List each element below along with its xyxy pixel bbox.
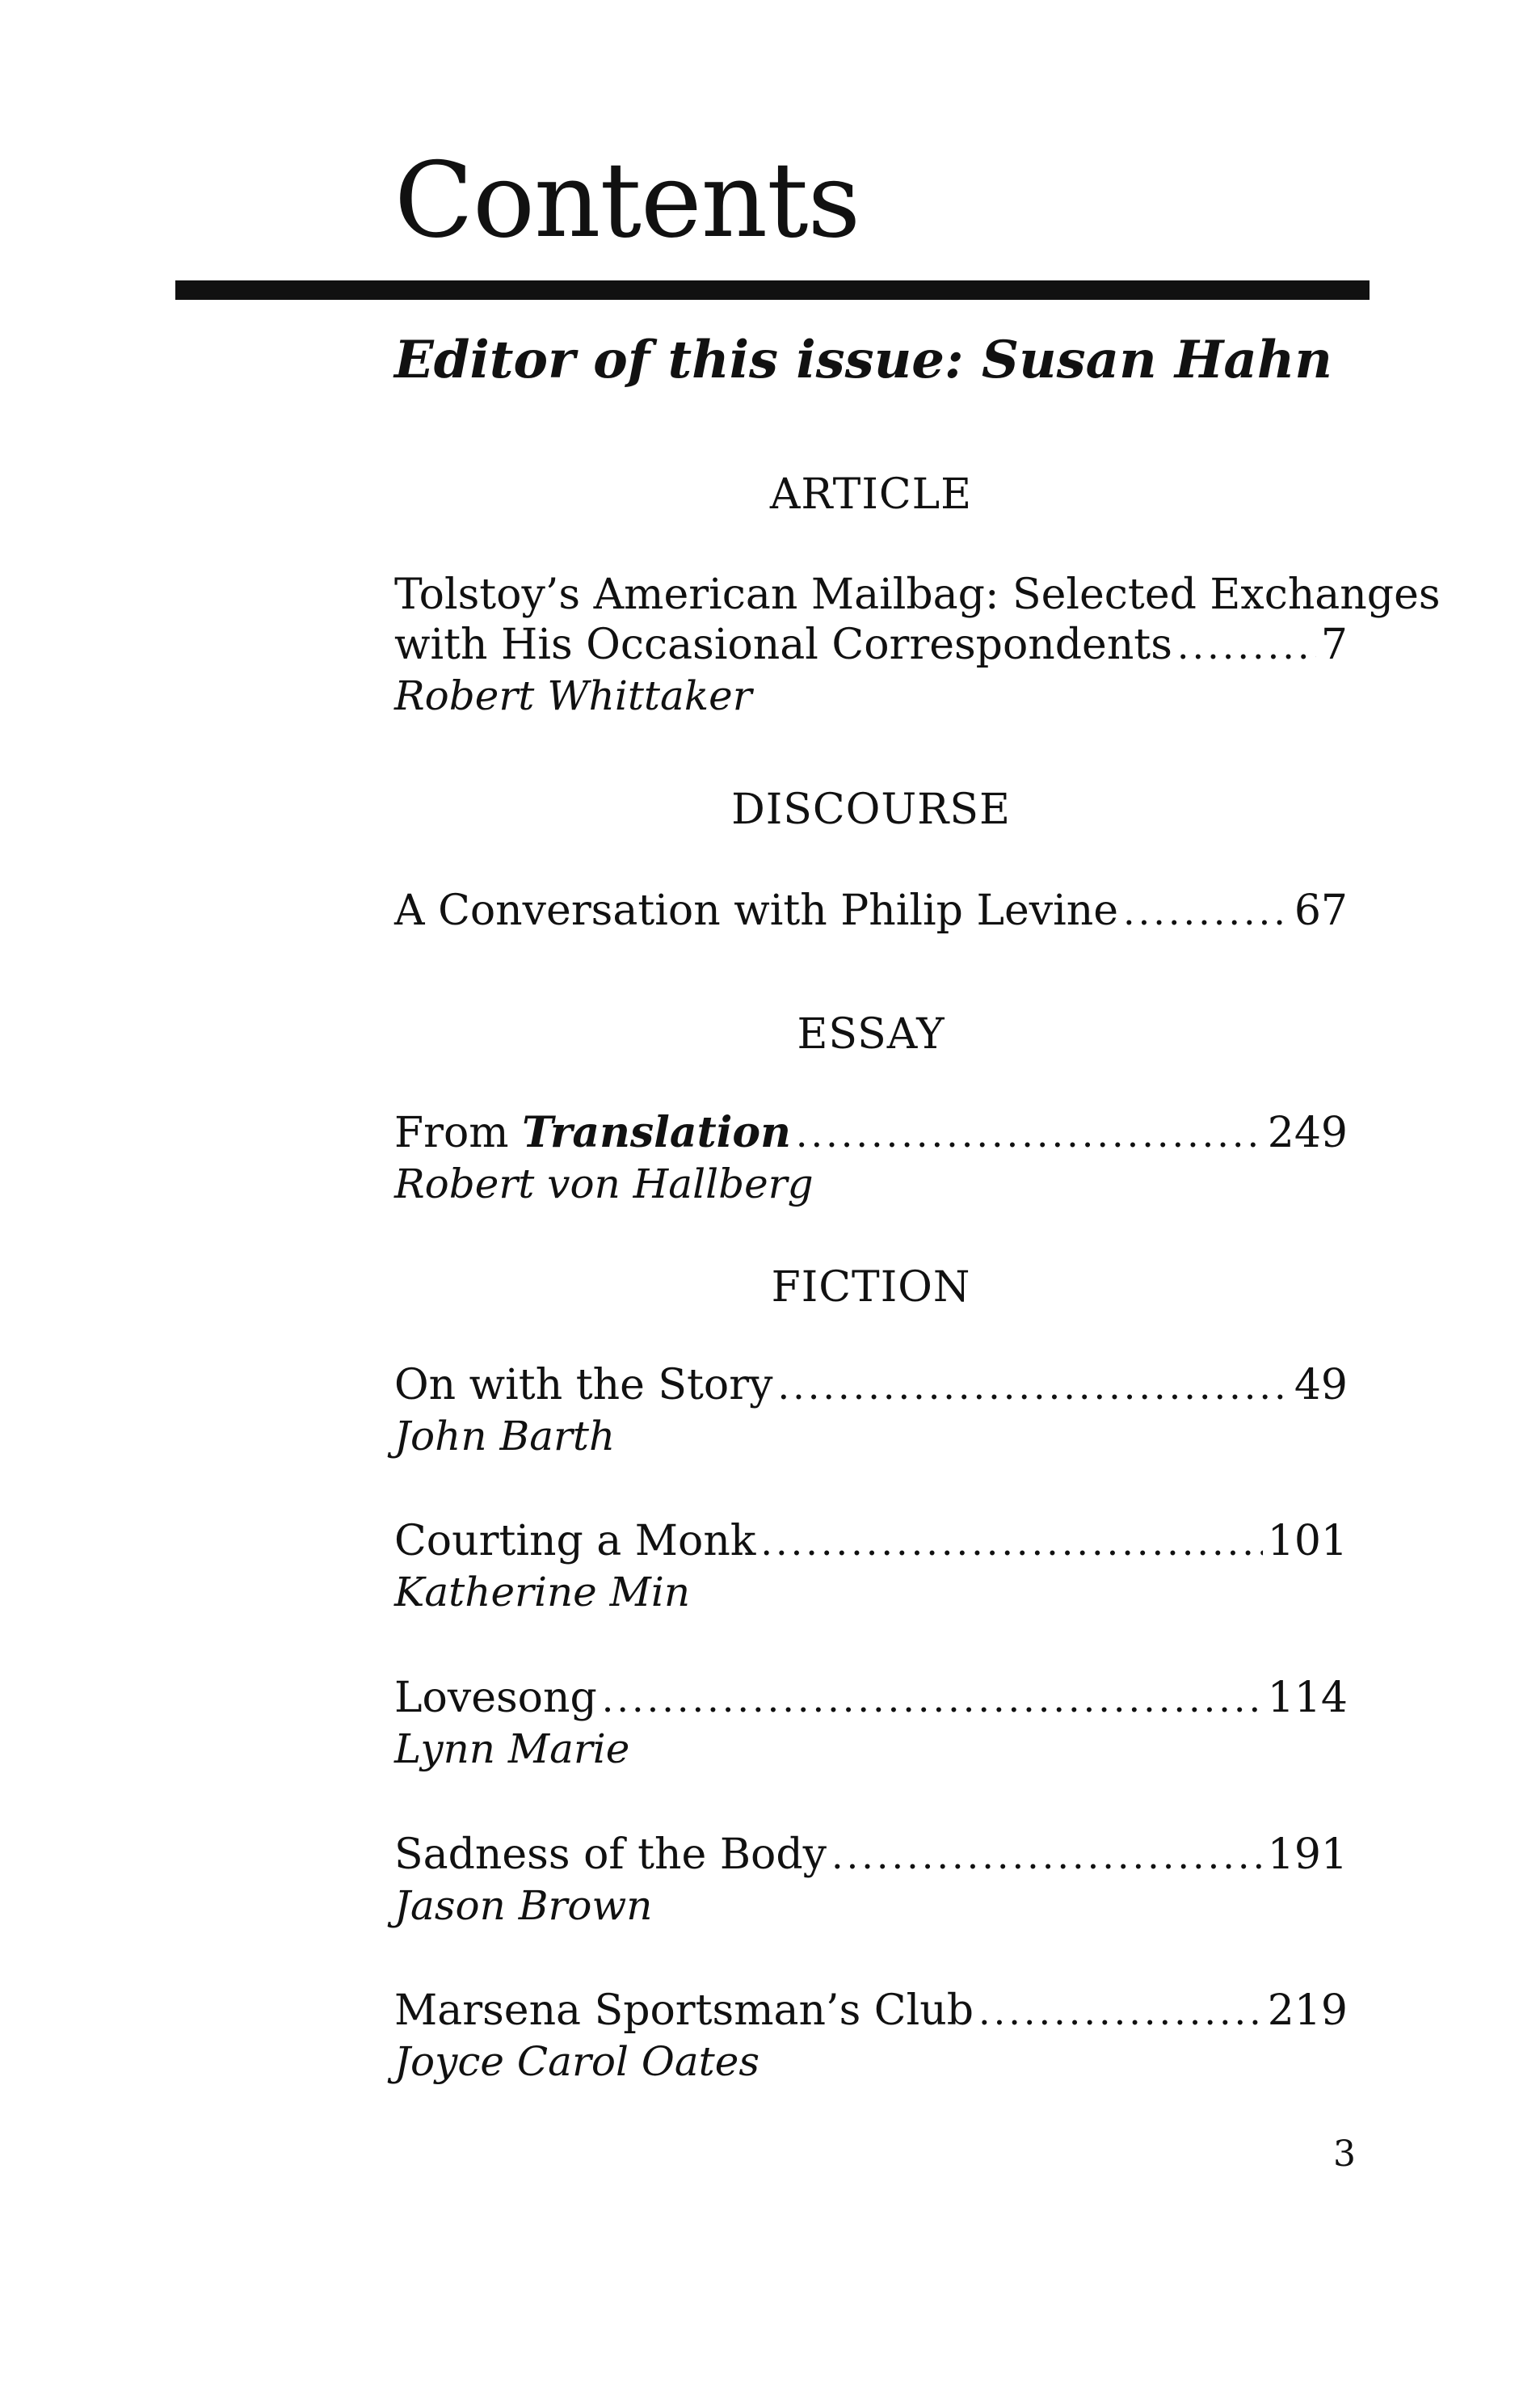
section-heading-fiction: FICTION: [771, 1263, 971, 1312]
dot-leader: [602, 1674, 1263, 1724]
section-heading-article: ARTICLE: [769, 470, 973, 519]
dot-leader: [978, 1986, 1263, 2037]
entry-title-line: [394, 1108, 1348, 1159]
entry-page-number: 249: [1267, 1109, 1348, 1157]
entry-page-number: 219: [1267, 1986, 1348, 2035]
entry-page-number: 101: [1267, 1517, 1348, 1565]
entry-title-line: [394, 1986, 1348, 2037]
entry-title-line: [394, 1830, 1348, 1881]
entry-title-line: [394, 1360, 1348, 1411]
page-title: Contents: [394, 141, 860, 261]
entry-author: Joyce Carol Oates: [394, 2038, 759, 2085]
entry-title: Marsena Sportsman’s Club: [394, 1986, 974, 2035]
section-heading-discourse: DISCOURSE: [731, 786, 1011, 834]
entry-title: Tolstoy’s American Mailbag: Selected Exchanges: [394, 571, 1441, 619]
dot-leader: [1123, 887, 1290, 937]
toc-entry-fiction[interactable]: [394, 1673, 1348, 1774]
title-rule: [175, 280, 1370, 300]
entry-title: A Conversation with Philip Levine: [394, 887, 1119, 935]
entry-page-number: 7: [1320, 621, 1348, 669]
dot-leader: [796, 1109, 1263, 1159]
entry-title: On with the Story: [394, 1361, 773, 1409]
entry-page-number: 114: [1267, 1674, 1348, 1722]
dot-leader: [1177, 621, 1316, 671]
entry-title: [394, 1108, 791, 1158]
entry-title-line: [394, 570, 1441, 620]
editor-line: Editor of this issue: Susan Hahn: [394, 330, 1332, 390]
toc-entry-tolstoy[interactable]: [394, 570, 1441, 721]
toc-entry-fiction[interactable]: [394, 1360, 1348, 1461]
entry-title: Sadness of the Body: [394, 1830, 827, 1879]
page-number: 3: [1333, 2134, 1356, 2175]
toc-entry-fiction[interactable]: [394, 1986, 1348, 2087]
entry-author: Robert von Hallberg: [394, 1160, 814, 1207]
toc-entry-translation[interactable]: [394, 1108, 1348, 1209]
entry-author: Katherine Min: [394, 1569, 691, 1615]
entry-title-line: [394, 886, 1348, 937]
entry-title-line: [394, 1673, 1348, 1724]
toc-entry-fiction[interactable]: [394, 1830, 1348, 1931]
entry-page-number: 67: [1294, 887, 1348, 935]
entry-title-prefix: From: [394, 1109, 523, 1157]
toc-entry-fiction[interactable]: [394, 1516, 1348, 1617]
entry-author: Jason Brown: [394, 1882, 653, 1929]
entry-page-number: 49: [1294, 1361, 1348, 1409]
entry-title-line: [394, 620, 1348, 671]
dot-leader: [831, 1830, 1263, 1881]
entry-title: Lovesong: [394, 1674, 597, 1722]
section-heading-essay: ESSAY: [797, 1010, 945, 1059]
entry-title: Courting a Monk: [394, 1517, 756, 1565]
entry-title: with His Occasional Correspondents: [394, 621, 1172, 669]
entry-author: Robert Whittaker: [394, 672, 752, 719]
dot-leader: [760, 1517, 1262, 1567]
entry-page-number: 191: [1267, 1830, 1348, 1879]
entry-author: John Barth: [394, 1413, 616, 1460]
entry-author: Lynn Marie: [394, 1725, 630, 1772]
toc-entry-levine[interactable]: [394, 886, 1348, 937]
dot-leader: [777, 1361, 1289, 1411]
entry-title-italic: Translation: [522, 1108, 791, 1157]
entry-title-line: [394, 1516, 1348, 1567]
